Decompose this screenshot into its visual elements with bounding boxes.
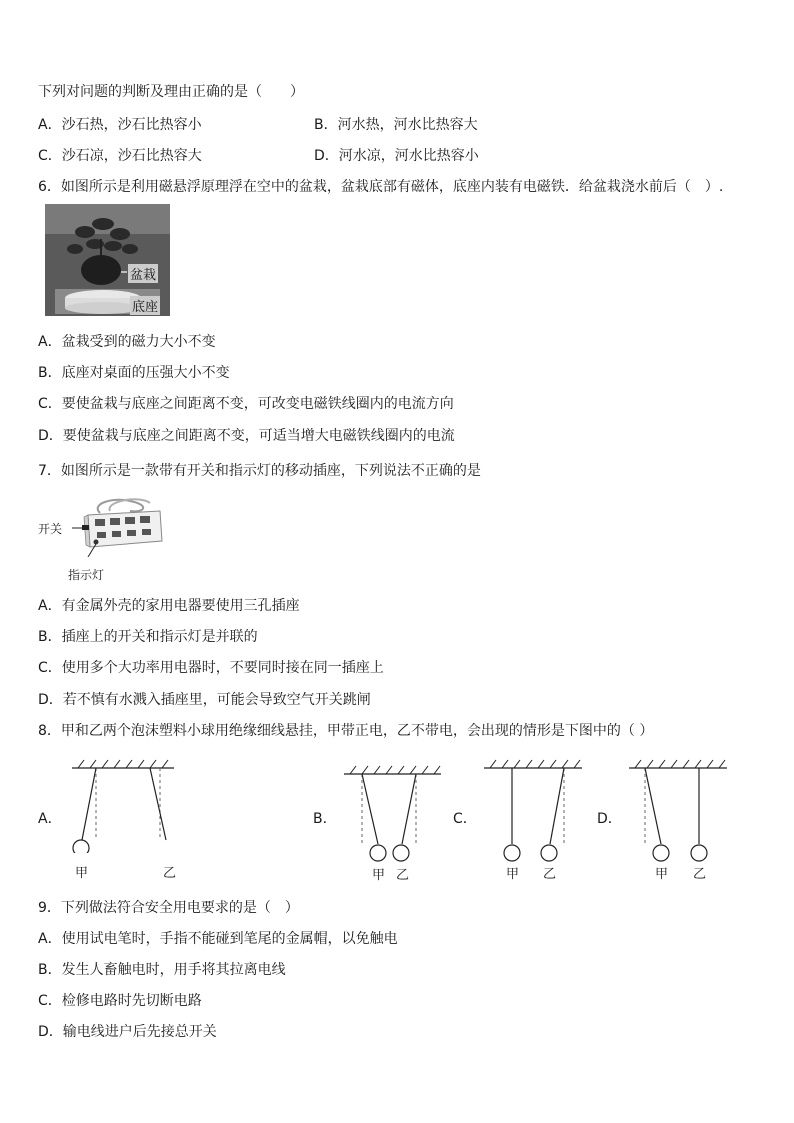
q9-option-b: B．发生人畜触电时，用手将其拉离电线 — [38, 962, 286, 978]
q5-option-b: B．河水热，河水比热容大 — [314, 117, 478, 133]
q5-option-a: A．沙石热，沙石比热容小 — [38, 117, 202, 133]
q8-choice-a: A． — [38, 811, 62, 827]
q8-choice-d: D． — [597, 811, 622, 827]
label-switch: 开关 — [38, 522, 63, 536]
q8-figure-c — [480, 758, 586, 864]
q9-option-d: D．输电线进户后先接总开关 — [38, 1024, 217, 1040]
q9-stem: 9．下列做法符合安全用电要求的是（ ） — [38, 900, 299, 916]
q8-c-label-yi: 乙 — [543, 867, 557, 882]
q7-option-c: C．使用多个大功率用电器时，不要同时接在同一插座上 — [38, 660, 384, 676]
power-strip-figure — [60, 495, 165, 557]
q8-d-label-jia: 甲 — [655, 867, 669, 882]
q6-option-b: B．底座对桌面的压强大小不变 — [38, 365, 230, 381]
q8-a-label-jia: 甲 — [75, 866, 89, 881]
q5-option-c: C．沙石凉，沙石比热容大 — [38, 148, 202, 164]
q8-stem: 8．甲和乙两个泡沫塑料小球用绝缘细线悬挂，甲带正电，乙不带电，会出现的情形是下图中的（ ） — [38, 723, 654, 739]
q7-stem: 7．如图所示是一款带有开关和指示灯的移动插座，下列说法不正确的是 — [38, 463, 481, 479]
label-indicator: 指示灯 — [68, 568, 105, 582]
q6-option-c: C．要使盆栽与底座之间距离不变，可改变电磁铁线圈内的电流方向 — [38, 396, 454, 412]
q7-option-b: B．插座上的开关和指示灯是并联的 — [38, 629, 258, 645]
q5-option-d: D．河水凉，河水比热容小 — [314, 148, 479, 164]
q8-b-label-yi: 乙 — [396, 868, 410, 883]
q6-option-d: D．要使盆栽与底座之间距离不变，可适当增大电磁铁线圈内的电流 — [38, 428, 455, 444]
q8-choice-c: C． — [453, 811, 477, 827]
q8-figure-a — [68, 758, 178, 853]
q8-d-label-yi: 乙 — [693, 867, 707, 882]
q7-option-a: A．有金属外壳的家用电器要使用三孔插座 — [38, 598, 300, 614]
q8-choice-b: B． — [313, 811, 337, 827]
q7-option-d: D．若不慎有水溅入插座里，可能会导致空气开关跳闸 — [38, 692, 371, 708]
q8-figure-b — [340, 764, 445, 864]
q8-a-label-yi: 乙 — [163, 866, 177, 881]
label-base: 底座 — [130, 296, 160, 315]
q8-c-label-jia: 甲 — [506, 867, 520, 882]
q9-option-c: C．检修电路时先切断电路 — [38, 993, 202, 1009]
q6-option-a: A．盆栽受到的磁力大小不变 — [38, 334, 216, 350]
q6-stem: 6．如图所示是利用磁悬浮原理浮在空中的盆栽，盆栽底部有磁体，底座内装有电磁铁．给盆栽浇水前后（ ）. — [38, 179, 724, 195]
q8-b-label-jia: 甲 — [372, 868, 386, 883]
label-pot: 盆栽 — [128, 264, 158, 283]
q8-figure-d — [625, 758, 731, 864]
q5-stem: 下列对问题的判断及理由正确的是（ ） — [38, 84, 304, 100]
q9-option-a: A．使用试电笔时，手指不能碰到笔尾的金属帽，以免触电 — [38, 931, 398, 947]
